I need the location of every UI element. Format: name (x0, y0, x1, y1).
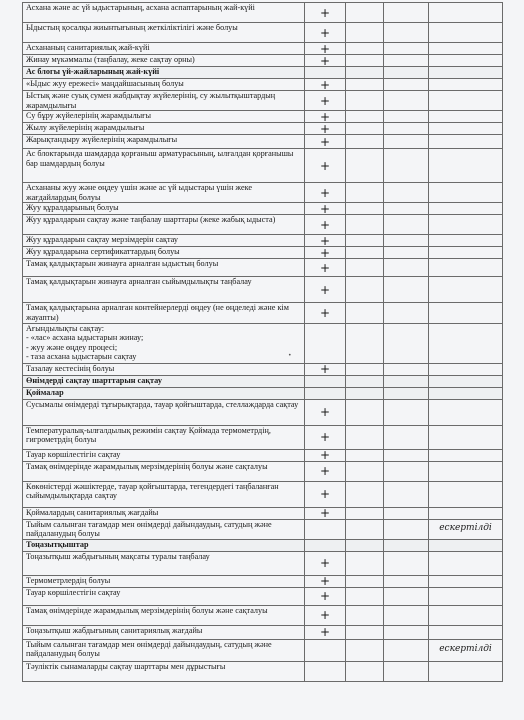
handwritten-note (429, 135, 503, 149)
no-cell (346, 399, 384, 425)
handwritten-note: ескертілді (429, 519, 503, 539)
requirement-text: Асхананың санитариялық жай-күйі (23, 43, 305, 55)
checklist-row (23, 43, 503, 55)
requirement-text: Жылу жүйелерінің жарамдылығы (23, 123, 305, 135)
section-header-row (23, 67, 503, 79)
na-cell (384, 67, 429, 79)
handwritten-note (429, 323, 503, 363)
section-header-row (23, 387, 503, 399)
requirement-text: Тоңазытқыш жабдығының санитариялық жағдайы (23, 625, 305, 639)
compliance-mark: + (305, 247, 346, 259)
checklist-row (23, 149, 503, 183)
na-cell (384, 481, 429, 507)
section-title: Тоңазытқыштар (23, 539, 305, 551)
compliance-mark: + (305, 605, 346, 625)
checklist-row (23, 639, 503, 661)
requirement-text: Жарықтандыру жүйелерінің жарамдылығы (23, 135, 305, 149)
no-cell (346, 303, 384, 323)
compliance-mark: + (305, 183, 346, 203)
checklist-row (23, 183, 503, 203)
no-cell (346, 23, 384, 43)
na-cell (384, 425, 429, 449)
requirement-text: Тазалау кестесінің болуы (23, 363, 305, 375)
no-cell (346, 259, 384, 277)
na-cell (384, 215, 429, 235)
handwritten-note (429, 661, 503, 681)
no-cell (346, 123, 384, 135)
requirement-text: Тауар көршілестігін сақтау (23, 449, 305, 461)
no-cell (346, 363, 384, 375)
checklist-row (23, 3, 503, 23)
no-cell (346, 519, 384, 539)
handwritten-note (429, 425, 503, 449)
compliance-mark (305, 323, 346, 363)
na-cell (384, 259, 429, 277)
compliance-mark: + (305, 303, 346, 323)
checklist-row (23, 215, 503, 235)
checklist-row (23, 605, 503, 625)
na-cell (384, 247, 429, 259)
checklist-row (23, 425, 503, 449)
handwritten-note (429, 551, 503, 575)
handwritten-note (429, 625, 503, 639)
compliance-mark (305, 539, 346, 551)
checklist-row (23, 91, 503, 111)
requirement-text: Жуу құралдарына сертификаттардың болуы (23, 247, 305, 259)
handwritten-note (429, 3, 503, 23)
no-cell (346, 277, 384, 303)
no-cell (346, 149, 384, 183)
handwritten-note (429, 539, 503, 551)
na-cell (384, 43, 429, 55)
requirement-text: Тауар көршілестігін сақтау (23, 587, 305, 605)
handwritten-note (429, 605, 503, 625)
requirement-text: Ыдыстың қосалқы жиынтығының жеткіліктілігі және болуы (23, 23, 305, 43)
no-cell (346, 661, 384, 681)
na-cell (384, 277, 429, 303)
no-cell (346, 323, 384, 363)
na-cell (384, 123, 429, 135)
checklist-row (23, 203, 503, 215)
no-cell (346, 639, 384, 661)
na-cell (384, 183, 429, 203)
checklist-row (23, 303, 503, 323)
no-cell (346, 111, 384, 123)
na-cell (384, 551, 429, 575)
handwritten-note (429, 399, 503, 425)
inspection-checklist-table (22, 2, 503, 682)
no-cell (346, 135, 384, 149)
compliance-mark: + (305, 551, 346, 575)
section-header-row (23, 539, 503, 551)
checklist-row (23, 123, 503, 135)
checklist-row (23, 461, 503, 481)
checklist-row (23, 135, 503, 149)
compliance-mark: + (305, 481, 346, 507)
na-cell (384, 203, 429, 215)
compliance-mark: + (305, 43, 346, 55)
handwritten-note (429, 363, 503, 375)
na-cell (384, 3, 429, 23)
na-cell (384, 303, 429, 323)
checklist-row (23, 625, 503, 639)
requirement-text: Тоңазытқыш жабдығының мақсаты туралы таңбалау (23, 551, 305, 575)
handwritten-note (429, 507, 503, 519)
handwritten-note (429, 23, 503, 43)
na-cell (384, 235, 429, 247)
handwritten-note (429, 67, 503, 79)
compliance-mark: + (305, 235, 346, 247)
section-title: Ас блогы үй-жайларының жай-күйі (23, 67, 305, 79)
scan-speck: • (288, 352, 292, 359)
section-header-row (23, 375, 503, 387)
handwritten-note (429, 91, 503, 111)
no-cell (346, 55, 384, 67)
no-cell (346, 425, 384, 449)
na-cell (384, 575, 429, 587)
compliance-mark: + (305, 449, 346, 461)
no-cell (346, 43, 384, 55)
section-title: Өнімдерді сақтау шарттарын сақтау (23, 375, 305, 387)
na-cell (384, 605, 429, 625)
na-cell (384, 539, 429, 551)
requirement-text: Жуу құралдарының болуы (23, 203, 305, 215)
no-cell (346, 3, 384, 23)
no-cell (346, 461, 384, 481)
handwritten-note (429, 55, 503, 67)
na-cell (384, 91, 429, 111)
na-cell (384, 79, 429, 91)
checklist-row (23, 551, 503, 575)
no-cell (346, 247, 384, 259)
requirement-text: Жинау мүкәммалы (таңбалау, жеке сақтау орны) (23, 55, 305, 67)
no-cell (346, 183, 384, 203)
handwritten-note (429, 43, 503, 55)
no-cell (346, 67, 384, 79)
requirement-text: Термометрлердің болуы (23, 575, 305, 587)
handwritten-note (429, 149, 503, 183)
requirement-text: Жуу құралдарын сақтау мерзімдерін сақтау (23, 235, 305, 247)
handwritten-note (429, 247, 503, 259)
requirement-text: Ас блоктарында шамдарда қорғаныш арматурасының, ылғалдан қорғанышы бар шамдардың болуы (23, 149, 305, 183)
compliance-mark (305, 375, 346, 387)
na-cell (384, 461, 429, 481)
checklist-row (23, 79, 503, 91)
na-cell (384, 519, 429, 539)
no-cell (346, 587, 384, 605)
requirement-text: Тамақ қалдықтарын жинауға арналған ыдыстың болуы (23, 259, 305, 277)
na-cell (384, 661, 429, 681)
checklist-row (23, 449, 503, 461)
checklist-row (23, 323, 503, 363)
checklist-row (23, 399, 503, 425)
checklist-rows (23, 3, 503, 682)
handwritten-note (429, 375, 503, 387)
requirement-text: «Ыдыс жуу ережесі» маңдайшасының болуы (23, 79, 305, 91)
na-cell (384, 55, 429, 67)
requirement-text: Тәуліктік сынамаларды сақтау шарттары мен дұрыстығы (23, 661, 305, 681)
na-cell (384, 323, 429, 363)
compliance-mark: + (305, 277, 346, 303)
checklist-row (23, 661, 503, 681)
checklist-row (23, 111, 503, 123)
no-cell (346, 625, 384, 639)
requirement-text: Тамақ қалдықтарына арналған контейнерлерді өңдеу (не өңделеді және кім жауапты) (23, 303, 305, 323)
checklist-row (23, 235, 503, 247)
no-cell (346, 387, 384, 399)
no-cell (346, 235, 384, 247)
compliance-mark: + (305, 575, 346, 587)
no-cell (346, 575, 384, 587)
compliance-mark: + (305, 215, 346, 235)
compliance-mark (305, 519, 346, 539)
handwritten-note (429, 387, 503, 399)
checklist-row (23, 259, 503, 277)
compliance-mark: + (305, 79, 346, 91)
checklist-row (23, 363, 503, 375)
requirement-text: Асхананы жуу және өңдеу үшін және ас үй ыдыстары үшін жеке жағдайлардың болуы (23, 183, 305, 203)
checklist-row (23, 247, 503, 259)
requirement-text: Тамақ өнімдерінде жарамдылық мерзімдерінің болуы және сақталуы (23, 605, 305, 625)
no-cell (346, 605, 384, 625)
compliance-mark: + (305, 625, 346, 639)
na-cell (384, 375, 429, 387)
na-cell (384, 587, 429, 605)
compliance-mark: + (305, 55, 346, 67)
requirement-text: Көкөністерді жәшіктерде, тауар қойғыштарда, тегендердегі таңбаланған сыйымдылықтарда сақтау (23, 481, 305, 507)
na-cell (384, 399, 429, 425)
handwritten-note (429, 235, 503, 247)
no-cell (346, 539, 384, 551)
no-cell (346, 91, 384, 111)
na-cell (384, 507, 429, 519)
compliance-mark: + (305, 123, 346, 135)
handwritten-note (429, 303, 503, 323)
compliance-mark: + (305, 461, 346, 481)
requirement-text: Тыйым салынған тағамдар мен өнімдерді дайындаудың, сатудың және пайдаланудың болуы (23, 639, 305, 661)
checklist-row (23, 519, 503, 539)
requirement-text: Асхана және ас үй ыдыстарының, асхана аспаптарының жай-күйі (23, 3, 305, 23)
na-cell (384, 23, 429, 43)
handwritten-note (429, 259, 503, 277)
checklist-row (23, 587, 503, 605)
compliance-mark: + (305, 587, 346, 605)
requirement-text: Тыйым салынған тағамдар мен өнімдерді дайындаудың, сатудың және пайдаланудың болуы (23, 519, 305, 539)
handwritten-note (429, 587, 503, 605)
no-cell (346, 507, 384, 519)
na-cell (384, 387, 429, 399)
na-cell (384, 449, 429, 461)
compliance-mark (305, 661, 346, 681)
no-cell (346, 215, 384, 235)
requirement-text: Су бұру жүйелерінің жарамдылығы (23, 111, 305, 123)
compliance-mark: + (305, 91, 346, 111)
no-cell (346, 79, 384, 91)
handwritten-note (429, 277, 503, 303)
no-cell (346, 375, 384, 387)
na-cell (384, 111, 429, 123)
checklist-row (23, 23, 503, 43)
handwritten-note (429, 215, 503, 235)
requirement-text: Ағындылықты сақтау: - «лас» асхана ыдыстарын жинау; - жуу және өңдеу процесі; - таза асхана ыдыстарын сақтау (23, 323, 305, 363)
handwritten-note (429, 79, 503, 91)
compliance-mark: + (305, 399, 346, 425)
compliance-mark (305, 67, 346, 79)
requirement-text: Тамақ қалдықтарын жинауға арналған сыйымдылықты таңбалау (23, 277, 305, 303)
no-cell (346, 551, 384, 575)
requirement-text: Температуралық-ылғалдылық режимін сақтау Қоймада термометрдің, гигрометрдің болуы (23, 425, 305, 449)
handwritten-note (429, 575, 503, 587)
requirement-text: Тамақ өнімдерінде жарамдылық мерзімдерінің болуы және сақталуы (23, 461, 305, 481)
compliance-mark: + (305, 203, 346, 215)
handwritten-note (429, 123, 503, 135)
requirement-text: Ыстық және суық сумен жабдықтау жүйелерінің, су жылытқыштардың жарамдылығы (23, 91, 305, 111)
na-cell (384, 135, 429, 149)
requirement-text: Сусымалы өнімдерді тұғырықтарда, тауар қойғыштарда, стеллаждарда сақтау (23, 399, 305, 425)
handwritten-note (429, 449, 503, 461)
handwritten-note (429, 183, 503, 203)
compliance-mark: + (305, 507, 346, 519)
compliance-mark (305, 639, 346, 661)
handwritten-note (429, 461, 503, 481)
requirement-text: Жуу құралдарын сақтау және таңбалау шарттары (жеке жабық ыдыста) (23, 215, 305, 235)
compliance-mark: + (305, 149, 346, 183)
handwritten-note: ескертілді (429, 639, 503, 661)
na-cell (384, 363, 429, 375)
compliance-mark: + (305, 23, 346, 43)
checklist-row (23, 55, 503, 67)
na-cell (384, 149, 429, 183)
na-cell (384, 625, 429, 639)
checklist-row (23, 277, 503, 303)
no-cell (346, 481, 384, 507)
compliance-mark: + (305, 111, 346, 123)
checklist-row (23, 575, 503, 587)
checklist-row (23, 507, 503, 519)
compliance-mark: + (305, 135, 346, 149)
compliance-mark: + (305, 259, 346, 277)
handwritten-note (429, 203, 503, 215)
compliance-mark: + (305, 425, 346, 449)
compliance-mark: + (305, 363, 346, 375)
compliance-mark: + (305, 3, 346, 23)
checklist-row (23, 481, 503, 507)
na-cell (384, 639, 429, 661)
requirement-text: Қоймалардың санитариялық жағдайы (23, 507, 305, 519)
handwritten-note (429, 111, 503, 123)
compliance-mark (305, 387, 346, 399)
no-cell (346, 449, 384, 461)
no-cell (346, 203, 384, 215)
section-title: Қоймалар (23, 387, 305, 399)
handwritten-note (429, 481, 503, 507)
